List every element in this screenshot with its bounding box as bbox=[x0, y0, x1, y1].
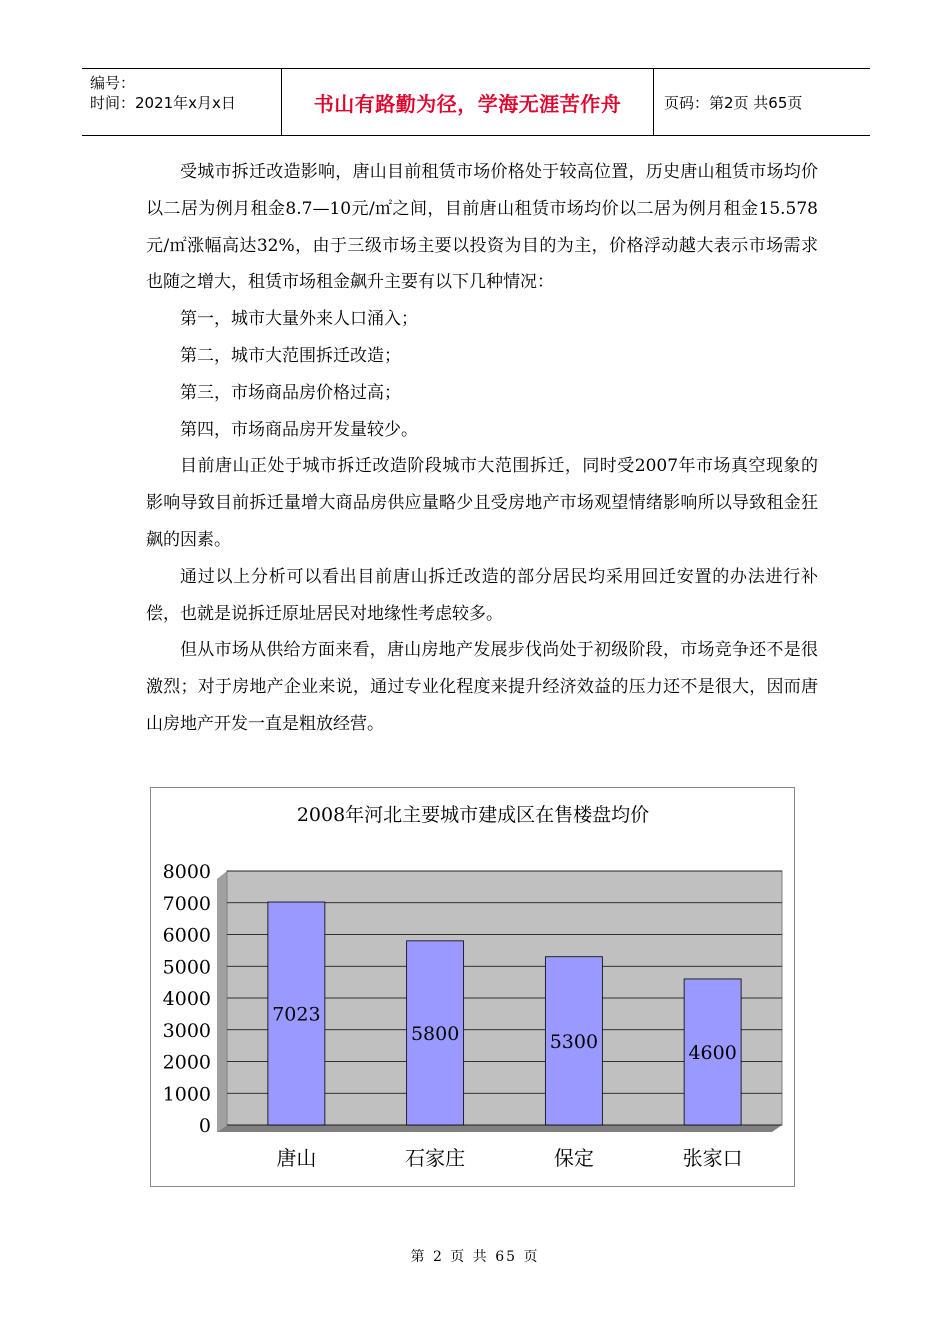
header-meta bbox=[82, 69, 282, 135]
page-header bbox=[82, 68, 870, 136]
chart-floor bbox=[217, 1125, 782, 1132]
paragraph: 目前唐山正处于城市拆迁改造阶段城市大范围拆迁，同时受2007年市场真空现象的影响导致目前拆迁量增大商品房供应量略少且受房地产市场观望情绪影响所以导致租金狂飙的因素。 bbox=[146, 456, 818, 550]
chart-side-wall bbox=[217, 871, 227, 1132]
paragraph: 第四，市场商品房开发量较少。 bbox=[180, 419, 418, 440]
x-category-label: 张家口 bbox=[682, 1146, 743, 1170]
y-tick-label: 6000 bbox=[162, 924, 211, 947]
y-tick-label: 3000 bbox=[162, 1019, 211, 1042]
paragraph: 第三，市场商品房价格过高； bbox=[180, 382, 401, 403]
paragraph: 受城市拆迁改造影响，唐山目前租赁市场价格处于较高位置，历史唐山租赁市场均价以二居为例月租金8.7—10元/㎡之间，目前唐山租赁市场均价以二居为例月租金15.578元/㎡涨幅高达32%，由于三级市场主要以投资为目的为主，价格浮动越大表示市场需求也随之增大，租赁市场租金飙升主要有以下几种情况： bbox=[146, 162, 818, 293]
document-date: 时间：2021年x月x日 bbox=[90, 94, 236, 112]
y-tick-label: 4000 bbox=[162, 988, 211, 1010]
chart-title: 2008年河北主要城市建成区在售楼盘均价 bbox=[296, 804, 650, 826]
y-tick-label: 5000 bbox=[162, 956, 211, 979]
paragraph: 第一，城市大量外来人口涌入； bbox=[180, 309, 418, 330]
document-body bbox=[146, 154, 818, 743]
chart-canvas bbox=[151, 788, 796, 1188]
y-tick-label: 0 bbox=[198, 1115, 211, 1137]
y-tick-label: 8000 bbox=[162, 861, 211, 883]
bar-value-label: 7023 bbox=[272, 1003, 321, 1026]
y-tick-label: 7000 bbox=[162, 892, 211, 915]
paragraph: 第二，城市大范围拆迁改造； bbox=[180, 345, 401, 366]
paragraph: 但从市场从供给方面来看，唐山房地产发展步伐尚处于初级阶段，市场竞争还不是很激烈；对于房地产企业来说，通过专业化程度来提升经济效益的压力还不是很大，因而唐山房地产开发一直是粗放经营。 bbox=[146, 640, 818, 734]
bar-value-label: 5800 bbox=[410, 1022, 460, 1045]
price-chart bbox=[150, 787, 795, 1187]
header-page-info: 页码：第2页 共65页 bbox=[664, 93, 803, 112]
y-tick-label: 2000 bbox=[162, 1051, 211, 1074]
document-number-label: 编号： bbox=[90, 74, 136, 92]
y-tick-label: 1000 bbox=[162, 1083, 211, 1106]
x-category-label: 保定 bbox=[553, 1146, 594, 1170]
x-category-label: 石家庄 bbox=[405, 1146, 466, 1170]
page-footer: 第 2 页 共 65 页 bbox=[410, 1249, 540, 1265]
bar-value-label: 4600 bbox=[688, 1041, 737, 1064]
bar-value-label: 5300 bbox=[549, 1030, 599, 1053]
x-category-label: 唐山 bbox=[276, 1146, 317, 1170]
header-motto: 书山有路勤为径，学海无涯苦作舟 bbox=[282, 69, 654, 135]
paragraph: 通过以上分析可以看出目前唐山拆迁改造的部分居民均采用回迁安置的办法进行补偿，也就是说拆迁原址居民对地缘性考虑较多。 bbox=[146, 566, 818, 624]
